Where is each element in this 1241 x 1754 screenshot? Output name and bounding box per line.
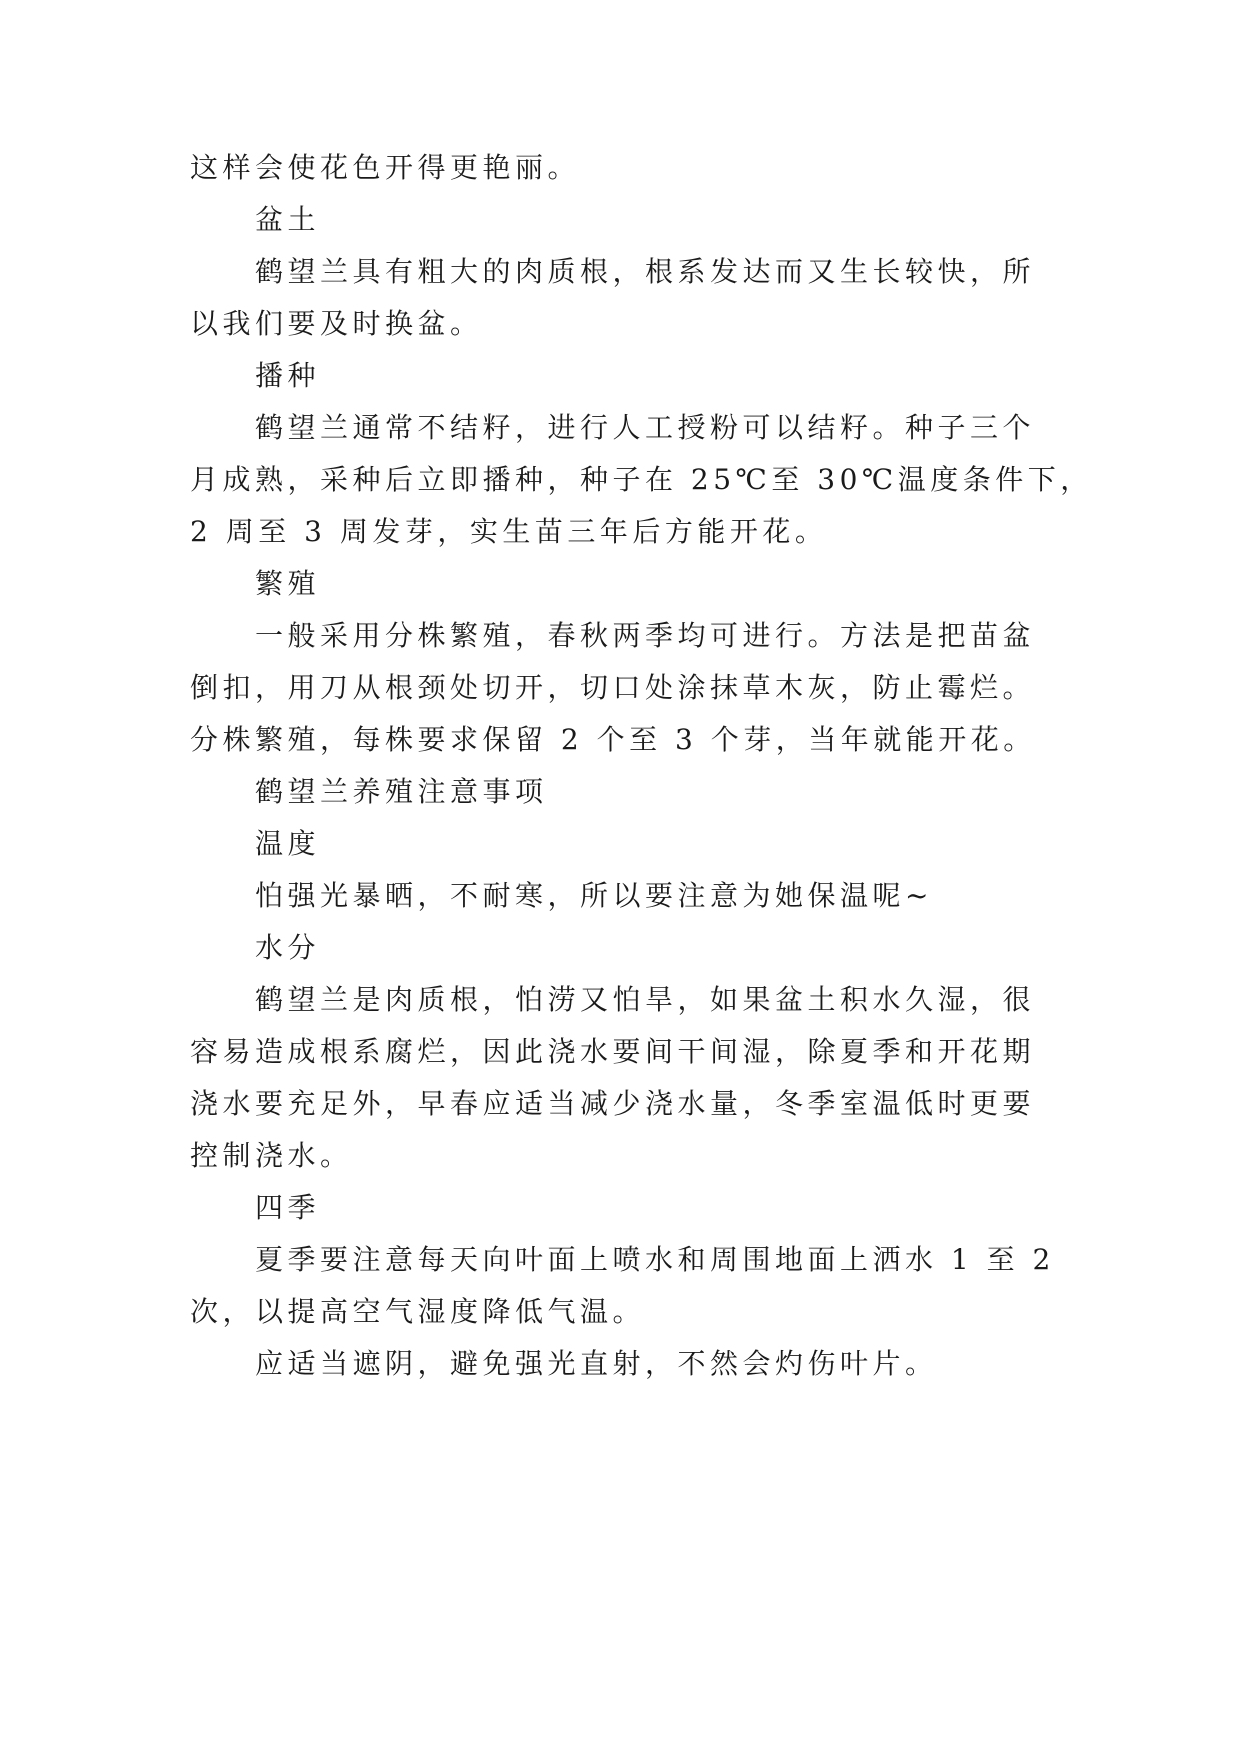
paragraph-line: 倒扣，用刀从根颈处切开，切口处涂抹草木灰，防止霉烂。 (190, 671, 1036, 704)
section-heading-pentu: 盆土 (255, 203, 321, 236)
paragraph-line: 分株繁殖，每株要求保留 2 个至 3 个芽，当年就能开花。 (190, 723, 1036, 756)
section-heading-bozhong: 播种 (255, 359, 321, 392)
paragraph-line: 以我们要及时换盆。 (190, 307, 483, 340)
paragraph-line: 2 周至 3 周发芽，实生苗三年后方能开花。 (190, 515, 828, 548)
paragraph-line: 夏季要注意每天向叶面上喷水和周围地面上洒水 1 至 2 (255, 1243, 1055, 1276)
paragraph-line: 鹤望兰具有粗大的肉质根，根系发达而又生长较快，所 (255, 255, 1036, 288)
section-heading-care-notes: 鹤望兰养殖注意事项 (255, 775, 548, 808)
paragraph-line: 容易造成根系腐烂，因此浇水要间干间湿，除夏季和开花期 (190, 1035, 1036, 1068)
section-heading-fanzhi: 繁殖 (255, 567, 321, 600)
paragraph-line: 鹤望兰是肉质根，怕涝又怕旱，如果盆土积水久湿，很 (255, 983, 1036, 1016)
section-heading-siji: 四季 (255, 1191, 321, 1224)
paragraph-line: 月成熟，采种后立即播种，种子在 25℃至 30℃温度条件下， (190, 463, 1093, 496)
paragraph-line: 应适当遮阴，避免强光直射，不然会灼伤叶片。 (255, 1347, 938, 1380)
paragraph-line: 控制浇水。 (190, 1139, 353, 1172)
paragraph-line: 浇水要充足外，早春应适当减少浇水量，冬季室温低时更要 (190, 1087, 1036, 1120)
paragraph-line: 怕强光暴晒，不耐寒，所以要注意为她保温呢~ (255, 879, 933, 912)
paragraph-line: 鹤望兰通常不结籽，进行人工授粉可以结籽。种子三个 (255, 411, 1036, 444)
paragraph-line: 次，以提高空气湿度降低气温。 (190, 1295, 646, 1328)
section-heading-wendu: 温度 (255, 827, 321, 860)
paragraph-line: 一般采用分株繁殖，春秋两季均可进行。方法是把苗盆 (255, 619, 1036, 652)
paragraph-line: 这样会使花色开得更艳丽。 (190, 151, 581, 184)
section-heading-shuifen: 水分 (255, 931, 321, 964)
